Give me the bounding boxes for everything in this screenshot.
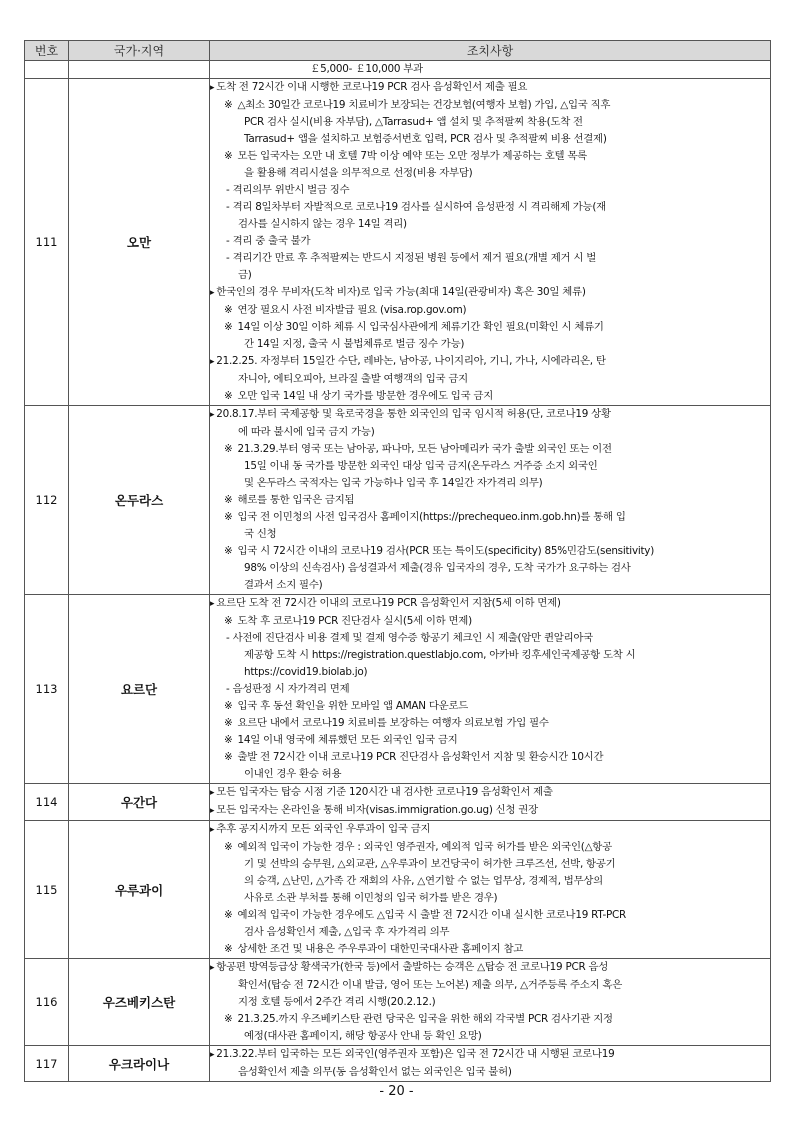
row-number: 114 <box>25 784 69 821</box>
bullet-line: ▸ 모든 입국자는 탑승 시점 기준 120시간 내 검사한 코로나19 음성확인서 제출 <box>210 784 770 802</box>
continuation-line: 기 및 선박의 승무원, △외교관, △우루과이 보건당국이 허가한 크루즈선, 선박, 항공기 <box>244 858 616 870</box>
dash-line: - 격리 8일차부터 자발적으로 코로나19 검사를 실시하여 음성판정 시 격리해제 가능(재 <box>210 199 770 216</box>
note-line: ※ △최소 30일간 코로나19 치료비가 보장되는 건강보험(여행자 보험) 가입, △입국 직후 <box>210 97 770 114</box>
row-number: 117 <box>25 1046 69 1082</box>
continuation-line: https://covid19.biolab.jo) <box>244 666 368 678</box>
measure-cell <box>210 821 771 959</box>
bullet-line: ▸ 20.8.17.부터 국제공항 및 육로국경을 통한 외국인의 입국 임시적 허용(단, 코로나19 상황 <box>210 406 770 424</box>
note-line: ※ 도착 후 코로나19 PCR 진단검사 실시(5세 이하 면제) <box>210 613 770 630</box>
continuation-line: 이내인 경우 환승 허용 <box>244 768 342 780</box>
dash-line: - 격리의무 위반시 벌금 징수 <box>210 182 770 199</box>
carry-over-row <box>25 61 771 79</box>
continuation-line: 98% 이상의 신속검사) 음성결과서 제출(경유 입국자의 경우, 도착 국가가 요구하는 검사 <box>244 562 631 574</box>
dash-line: - 사전에 진단검사 비용 결제 및 결제 영수증 항공기 체크인 시 제출(암만 퀸알리아국 <box>210 630 770 647</box>
table-row <box>25 821 771 959</box>
continuation-line: 제공항 도착 시 https://registration.questlabjo.com, 아카바 킹후세인국제공항 도착 시 <box>244 649 636 661</box>
measure-cell <box>210 595 771 784</box>
entry-measures-table <box>24 40 771 1082</box>
note-line: ※ 14일 이상 30일 이하 체류 시 입국심사관에게 체류기간 확인 필요(미확인 시 체류기 <box>210 319 770 336</box>
continuation-line: 금) <box>238 269 252 281</box>
continuation-line: 국 신청 <box>244 528 277 540</box>
measure-cell <box>210 784 771 821</box>
row-number: 115 <box>25 821 69 959</box>
continuation-line: 및 온두라스 국적자는 입국 가능하나 입국 후 14일간 자가격리 의무) <box>244 477 543 489</box>
continuation-line: 15일 이내 동 국가를 방문한 외국인 대상 입국 금지(온두라스 거주증 소지 외국인 <box>244 460 598 472</box>
measure-cell <box>210 1046 771 1082</box>
bullet-line: ▸ 항공편 방역등급상 황색국가(한국 등)에서 출발하는 승객은 △탑승 전 코로나19 PCR 음성 <box>210 959 770 977</box>
empty-country-cell <box>69 61 210 79</box>
note-line: ※ 예외적 입국이 가능한 경우 : 외국인 영주권자, 예외적 입국 허가를 받은 외국인(△항공 <box>210 839 770 856</box>
note-line: ※ 예외적 입국이 가능한 경우에도 △입국 시 출발 전 72시간 이내 실시한 코로나19 RT-PCR <box>210 907 770 924</box>
note-line: ※ 상세한 조건 및 내용은 주우루과이 대한민국대사관 홈페이지 참고 <box>210 941 770 958</box>
bullet-line: ▸ 요르단 도착 전 72시간 이내의 코로나19 PCR 음성확인서 지참(5세 이하 면제) <box>210 595 770 613</box>
table-row <box>25 1046 771 1082</box>
document-page <box>24 40 770 1082</box>
note-line: ※ 21.3.29.부터 영국 또는 남아공, 파나마, 모든 남아메리카 국가 출발 외국인 또는 이전 <box>210 441 770 458</box>
row-number: 116 <box>25 959 69 1046</box>
continuation-line: PCR 검사 실시(비용 자부담), △Tarrasud+ 앱 설치 및 추적팔찌 착용(도착 전 <box>244 116 583 128</box>
country-name: 오만 <box>69 79 210 406</box>
note-line: ※ 입국 후 동선 확인을 위한 모바일 앱 AMAN 다운로드 <box>210 698 770 715</box>
continuation-line: 자니아, 에티오피아, 브라질 출발 여행객의 입국 금지 <box>238 373 468 385</box>
bullet-line: ▸ 모든 입국자는 온라인을 통해 비자(visas.immigration.go.ug) 신청 권장 <box>210 802 770 820</box>
row-number: 112 <box>25 406 69 595</box>
bullet-line: ▸ 21.3.22.부터 입국하는 모든 외국인(영주권자 포함)은 입국 전 72시간 내 시행된 코로나19 <box>210 1046 770 1064</box>
country-name: 요르단 <box>69 595 210 784</box>
continuation-line: 지정 호텔 등에서 2주간 격리 시행(20.2.12.) <box>238 996 436 1008</box>
note-line: ※ 입국 전 이민청의 사전 입국검사 홈페이지(https://prechequeo.inm.gob.hn)를 통해 입 <box>210 509 770 526</box>
continuation-line: 사유로 소관 부처를 통해 이민청의 입국 허가를 받은 경우) <box>244 892 498 904</box>
country-name: 우루과이 <box>69 821 210 959</box>
note-line: ※ 오만 입국 14일 내 상기 국가를 방문한 경우에도 입국 금지 <box>210 388 770 405</box>
country-name: 우크라이나 <box>69 1046 210 1082</box>
table-row <box>25 595 771 784</box>
continuation-line: 검사를 실시하지 않는 경우 14일 격리) <box>238 218 407 230</box>
dash-line: - 음성판정 시 자가격리 면제 <box>210 681 770 698</box>
row-number: 111 <box>25 79 69 406</box>
continuation-line: 예정(대사관 홈페이지, 해당 항공사 안내 등 확인 요망) <box>244 1030 482 1042</box>
table-row <box>25 784 771 821</box>
dash-line: - 격리기간 만료 후 추적팔찌는 반드시 지정된 병원 등에서 제거 필요(개별 제거 시 벌 <box>210 250 770 267</box>
bullet-line: ▸ 추후 공지시까지 모든 외국인 우루과이 입국 금지 <box>210 821 770 839</box>
country-name: 우간다 <box>69 784 210 821</box>
dash-line: - 격리 중 출국 불가 <box>210 233 770 250</box>
carry-over-text: ￡5,000- ￡10,000 부과 <box>310 63 423 75</box>
table-row <box>25 959 771 1046</box>
row-number: 113 <box>25 595 69 784</box>
country-name: 우즈베키스탄 <box>69 959 210 1046</box>
header-measures: 조치사항 <box>210 41 771 61</box>
measure-cell <box>210 61 771 79</box>
continuation-line: 음성확인서 제출 의무(동 음성확인서 없는 외국인은 입국 불허) <box>238 1066 512 1078</box>
country-name: 온두라스 <box>69 406 210 595</box>
continuation-line: 결과서 소지 필수) <box>244 579 323 591</box>
bullet-line: ▸ 21.2.25. 자정부터 15일간 수단, 레바논, 남아공, 나이지리아, 기니, 가나, 시에라리온, 탄 <box>210 353 770 371</box>
note-line: ※ 모든 입국자는 오만 내 호텔 7박 이상 예약 또는 오만 정부가 제공하는 호텔 목록 <box>210 148 770 165</box>
continuation-line: 을 활용해 격리시설을 의무적으로 선정(비용 자부담) <box>244 167 473 179</box>
measure-cell <box>210 959 771 1046</box>
table-row <box>25 406 771 595</box>
continuation-line: 에 따라 불시에 입국 금지 가능) <box>238 426 375 438</box>
bullet-line: ▸ 한국인의 경우 무비자(도착 비자)로 입국 가능(최대 14일(관광비자) 혹은 30일 체류) <box>210 284 770 302</box>
measure-cell <box>210 406 771 595</box>
table-header-row <box>25 41 771 61</box>
note-line: ※ 해로를 통한 입국은 금지됨 <box>210 492 770 509</box>
note-line: ※ 21.3.25.까지 우즈베키스탄 관련 당국은 입국을 위한 해외 각국별 PCR 검사기관 지정 <box>210 1011 770 1028</box>
header-number: 번호 <box>25 41 69 61</box>
bullet-line: ▸ 도착 전 72시간 이내 시행한 코로나19 PCR 검사 음성확인서 제출 필요 <box>210 79 770 97</box>
measure-cell <box>210 79 771 406</box>
continuation-line: 의 승객, △난민, △가족 간 재회의 사유, △연기할 수 없는 업무상, 경제적, 법무상의 <box>244 875 603 887</box>
continuation-line: 간 14일 지정, 출국 시 불법체류로 벌금 징수 가능) <box>244 338 465 350</box>
continuation-line: Tarrasud+ 앱을 설치하고 보험증서번호 입력, PCR 검사 및 추적팔찌 비용 선결제) <box>244 133 607 145</box>
note-line: ※ 연장 필요시 사전 비자발급 필요 (visa.rop.gov.om) <box>210 302 770 319</box>
note-line: ※ 14일 이내 영국에 체류했던 모든 외국인 입국 금지 <box>210 732 770 749</box>
header-country: 국가·지역 <box>69 41 210 61</box>
table-row <box>25 79 771 406</box>
empty-number-cell <box>25 61 69 79</box>
note-line: ※ 요르단 내에서 코로나19 치료비를 보장하는 여행자 의료보험 가입 필수 <box>210 715 770 732</box>
note-line: ※ 출발 전 72시간 이내 코로나19 PCR 진단검사 음성확인서 지참 및 환승시간 10시간 <box>210 749 770 766</box>
continuation-line: 확인서(탑승 전 72시간 이내 발급, 영어 또는 노어본) 제출 의무, △거주등록 주소지 혹은 <box>238 979 623 991</box>
continuation-line: 검사 음성확인서 제출, △입국 후 자가격리 의무 <box>244 926 450 938</box>
note-line: ※ 입국 시 72시간 이내의 코로나19 검사(PCR 또는 특이도(specificity) 85%민감도(sensitivity) <box>210 543 770 560</box>
page-number: - 20 - <box>379 1084 414 1099</box>
